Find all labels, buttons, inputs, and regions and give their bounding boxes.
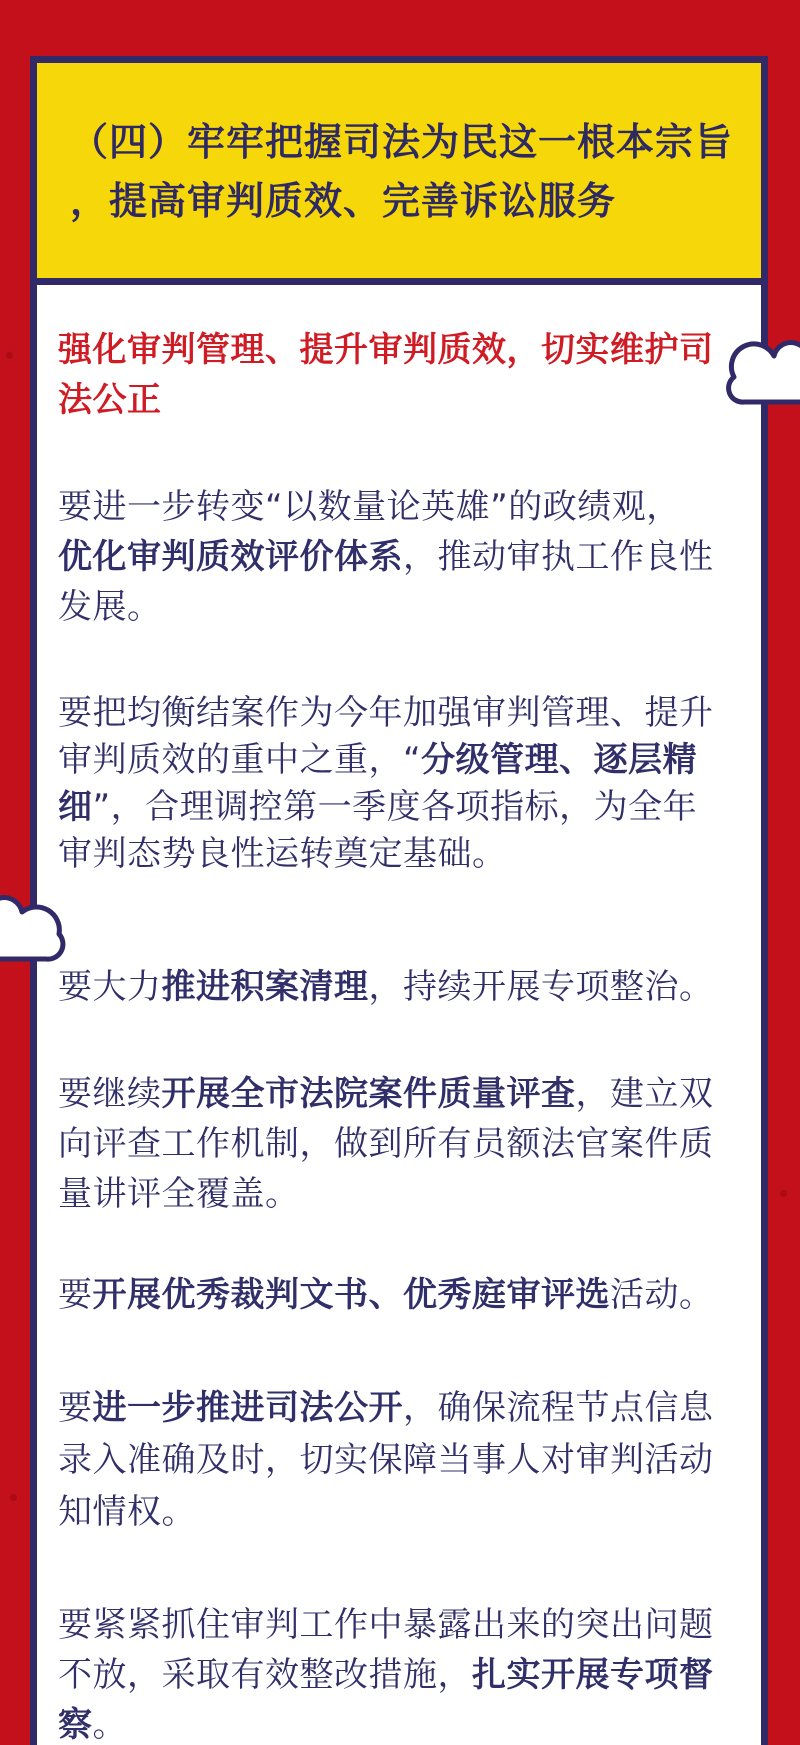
text-emphasis: 优化审判质效评价体系 xyxy=(58,537,403,577)
text-run: ，推动审执工作良性 xyxy=(403,537,714,577)
text-run: 要继续 xyxy=(58,1074,162,1114)
text-run: 活动。 xyxy=(610,1275,714,1315)
text-run: 向评查工作机制，做到所有员额法官案件质 xyxy=(58,1124,714,1164)
cloud-left-icon xyxy=(0,886,100,962)
text-emphasis: 进一步推进司法公开 xyxy=(92,1388,403,1428)
text-run: 发展。 xyxy=(58,587,162,627)
text-run: 录入准确及时，切实保障当事人对审判活动 xyxy=(58,1440,714,1480)
texture-speck xyxy=(10,1494,17,1501)
texture-speck xyxy=(780,1190,787,1197)
text-run: 不放，采取有效整改措施， xyxy=(58,1655,472,1695)
cloud-right-icon xyxy=(722,330,800,406)
text-emphasis: 强化审判管理、提升审判质效，切实维护司 xyxy=(58,330,714,370)
texture-speck xyxy=(6,352,13,359)
text-run: 要 xyxy=(58,1388,93,1428)
section-header-box xyxy=(30,56,768,285)
text-run: 要把均衡结案作为今年加强审判管理、提升 xyxy=(58,693,714,733)
text-emphasis: 开展优秀裁判文书、优秀庭审评选 xyxy=(92,1275,610,1315)
text-emphasis: 开展全市法院案件质量评查 xyxy=(161,1074,576,1114)
text-run: ，确保流程节点信息 xyxy=(403,1388,714,1428)
text-emphasis: 察 xyxy=(58,1705,93,1745)
text-run: ，持续开展专项整治。 xyxy=(368,967,714,1007)
text-run: 要进一步转变“以数量论英雄”的政绩观， xyxy=(58,487,681,527)
text-run: 要紧紧抓住审判工作中暴露出来的突出问题 xyxy=(58,1605,714,1645)
text-run: 审判态势良性运转奠定基础。 xyxy=(58,834,507,874)
section-title-line-1: （四）牢牢把握司法为民这一根本宗旨 xyxy=(70,120,734,164)
text-run: 量讲评全覆盖。 xyxy=(58,1174,300,1214)
text-run: ”，合理调控第一季度各项指标，为全年 xyxy=(92,787,698,827)
text-emphasis: 法公正 xyxy=(58,380,162,420)
text-emphasis: 分级管理、逐层精 xyxy=(421,740,698,780)
text-run: 要 xyxy=(58,1275,93,1315)
text-emphasis: 扎实开展专项督 xyxy=(472,1655,714,1695)
text-emphasis: 细 xyxy=(58,787,93,827)
text-run: ，建立双 xyxy=(575,1074,714,1114)
section-title-line-2: ，提高审判质效、完善诉讼服务 xyxy=(70,179,617,223)
text-run: 知情权。 xyxy=(58,1492,196,1532)
text-run: 。 xyxy=(92,1705,127,1745)
text-emphasis: 推进积案清理 xyxy=(161,967,369,1007)
text-run: 要大力 xyxy=(58,967,162,1007)
section-header-inner xyxy=(37,63,761,231)
content-panel xyxy=(30,285,768,1745)
text-run: 审判质效的重中之重，“ xyxy=(58,740,422,780)
